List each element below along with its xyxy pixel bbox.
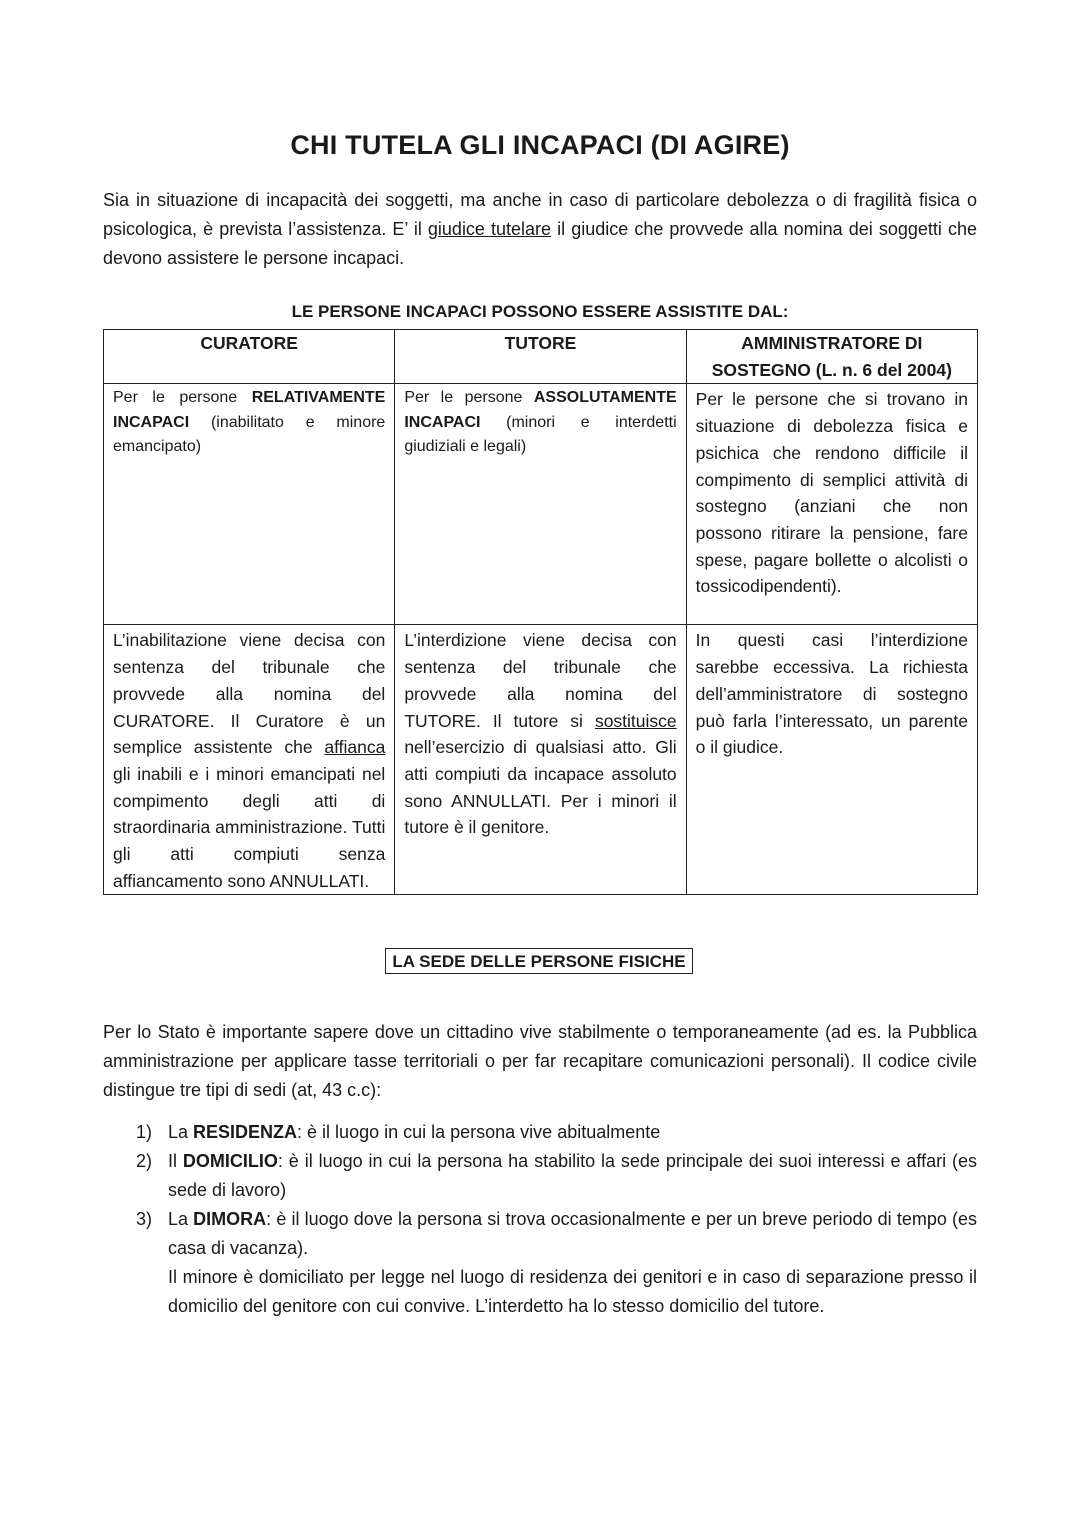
list-text: Il bbox=[168, 1151, 183, 1171]
list-text: : è il luogo in cui la persona vive abitualmente bbox=[297, 1122, 661, 1142]
cell-text: L’interdizione viene decisa con sentenza del tribunale che provvede alla nomina del TUTORE. Il tutore si bbox=[404, 630, 677, 731]
list-text: : è il luogo in cui la persona ha stabilito la sede principale dei suoi interessi e affari (es sede di lavoro) bbox=[168, 1151, 977, 1200]
list-item-domicilio bbox=[103, 1147, 977, 1205]
cell-text: (minori e interdetti giudiziali e legali) bbox=[404, 413, 677, 456]
table-row-destinatari bbox=[104, 384, 978, 625]
list-number: 3) bbox=[136, 1209, 153, 1229]
list-text: La bbox=[168, 1209, 194, 1229]
list-number: 2) bbox=[136, 1151, 153, 1171]
intro-text-1: Sia in situazione di incapacità dei soggetti, ma anche in caso di particolare debolezza o di fragilità fisica o psicologica, è prevista l’assistenza. E’ il bbox=[103, 190, 977, 239]
cell-bold-text: ASSOLUTAMENTE INCAPACI bbox=[404, 389, 677, 431]
list-text: : è il luogo dove la persona si trova occasionalmente e per un breve periodo di tempo (es casa di vacanza). bbox=[168, 1209, 977, 1258]
list-item-residenza bbox=[103, 1118, 977, 1147]
cell-text: (inabilitato e minore emancipato) bbox=[113, 413, 386, 456]
intro-paragraph bbox=[103, 186, 977, 273]
header-curatore: CURATORE bbox=[104, 330, 395, 384]
list-term: DOMICILIO bbox=[182, 1151, 278, 1171]
cell-tutore-destinatari bbox=[395, 384, 686, 625]
cell-amministratore-destinatari: Per le persone che si trovano in situazione di debolezza fisica e psichica che rendono difficile il compimento di semplici attività di sostegno (anziani che non possono ritirare la pensione, fare spese, pagare bollette o alcolisti o tossicodipendenti). bbox=[686, 384, 977, 625]
list-item-dimora bbox=[103, 1205, 977, 1321]
intro-text-2: il giudice che provvede alla nomina dei soggetti che devono assistere le persone incapaci. bbox=[103, 219, 977, 268]
header-amministratore: AMMINISTRATORE DI SOSTEGNO (L. n. 6 del 2004) bbox=[686, 330, 977, 384]
assistance-table bbox=[103, 329, 978, 895]
list-term: RESIDENZA bbox=[193, 1122, 298, 1142]
list-note: Il minore è domiciliato per legge nel luogo di residenza dei genitori e in caso di separazione presso il domicilio del genitore con cui convive. L’interdetto ha lo stesso domicilio del tutore. bbox=[168, 1267, 977, 1316]
section-heading-sede: LA SEDE DELLE PERSONE FISICHE bbox=[385, 948, 693, 974]
page-title: CHI TUTELA GLI INCAPACI (DI AGIRE) bbox=[290, 130, 790, 160]
affianca-term: affianca bbox=[324, 737, 386, 758]
table-row-nomina bbox=[104, 625, 978, 895]
cell-curatore-nomina bbox=[104, 625, 395, 895]
header-tutore: TUTORE bbox=[395, 330, 686, 384]
sostituisce-term: sostituisce bbox=[594, 710, 677, 731]
giudice-tutelare-term: giudice tutelare bbox=[427, 219, 552, 239]
cell-text: Per le persone bbox=[113, 389, 252, 407]
cell-tutore-nomina bbox=[395, 625, 686, 895]
list-text: La bbox=[168, 1122, 194, 1142]
cell-text: Per le persone bbox=[404, 389, 534, 407]
cell-amministratore-nomina: In questi casi l’interdizione sarebbe eccessiva. La richiesta dell’amministratore di sostegno può farla l’interessato, un parente o il giudice. bbox=[686, 625, 977, 895]
cell-bold-text: RELATIVAMENTE INCAPACI bbox=[113, 389, 386, 431]
list-number: 1) bbox=[136, 1122, 153, 1142]
sede-paragraph: Per lo Stato è importante sapere dove un cittadino vive stabilmente o temporaneamente (ad es. la Pubblica amministrazione per applicare tasse territoriali o per far recapitare comunicazioni personali). Il codice civile distingue tre tipi di sedi (at, 43 c.c): bbox=[103, 1022, 977, 1100]
sedi-list bbox=[103, 1118, 977, 1321]
cell-text: gli inabili e i minori emancipati nel compimento degli atti di straordinaria amministrazione. Tutti gli atti compiuti senza affiancamento sono ANNULLATI. bbox=[113, 763, 386, 891]
cell-text: L’inabilitazione viene decisa con sentenza del tribunale che provvede alla nomina del CURATORE. Il Curatore è un semplice assistente che bbox=[113, 630, 386, 758]
cell-text: nell’esercizio di qualsiasi atto. Gli atti compiuti da incapace assoluto sono ANNULLATI. Per i minori il tutore è il genitore. bbox=[404, 737, 677, 838]
list-term: DIMORA bbox=[193, 1209, 267, 1229]
cell-curatore-destinatari bbox=[104, 384, 395, 625]
table-header-row bbox=[104, 330, 978, 384]
table-caption: LE PERSONE INCAPACI POSSONO ESSERE ASSISTITE DAL: bbox=[291, 302, 789, 321]
